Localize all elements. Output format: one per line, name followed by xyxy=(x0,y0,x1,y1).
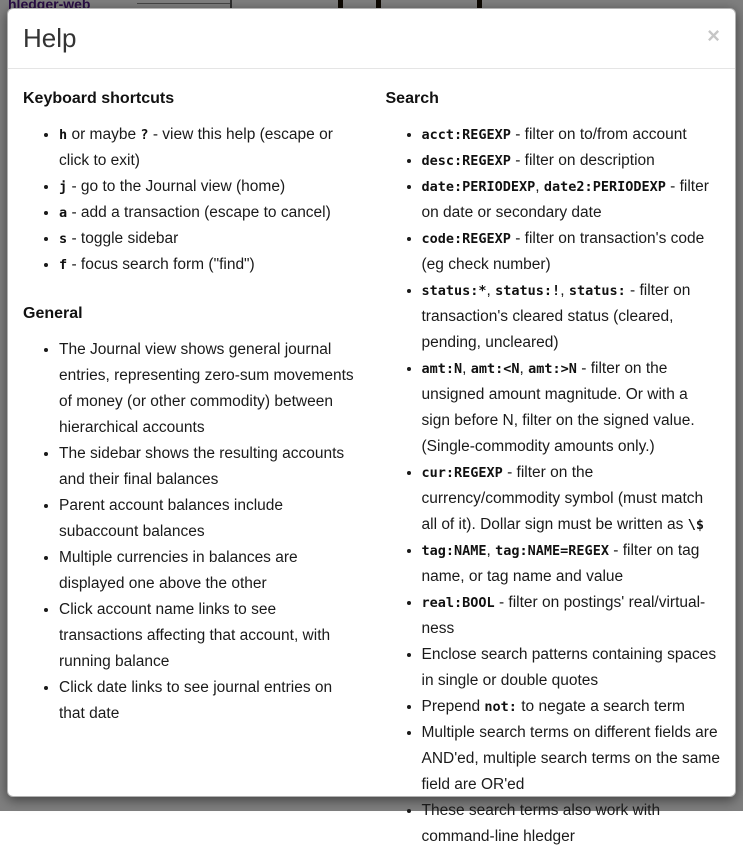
code-term: code:REGEXP xyxy=(421,231,511,247)
help-section xyxy=(23,89,360,278)
section-heading: Search xyxy=(385,90,439,107)
list-item: • j - go to the Journal view (home) xyxy=(59,174,360,200)
code-term: ? xyxy=(140,127,149,143)
code-term: f xyxy=(59,257,68,273)
code-term: tag:NAME xyxy=(421,543,487,559)
list-item: • Parent account balances include subaccount balances xyxy=(59,493,360,545)
code-term: tag:NAME=REGEX xyxy=(495,543,609,559)
help-section xyxy=(23,304,360,727)
list-item: • real:BOOL - filter on postings' real/virtual-ness xyxy=(422,590,721,642)
list-item: • Prepend not: to negate a search term xyxy=(422,694,721,720)
code-term: h xyxy=(59,127,68,143)
list-item: • Click date links to see journal entries on that date xyxy=(59,675,360,727)
list-item: • Multiple currencies in balances are displayed one above the other xyxy=(59,545,360,597)
code-term: \$ xyxy=(687,517,704,533)
modal-header xyxy=(8,9,735,69)
code-term: desc:REGEXP xyxy=(421,153,511,169)
list-item: • amt:N, amt:<N, amt:>N - filter on the unsigned amount magnitude. Or with a sign before N, filter on the signed value. (Single-commodity amounts only.) xyxy=(422,356,721,460)
code-term: not: xyxy=(484,699,517,715)
close-icon[interactable]: × xyxy=(707,23,720,48)
list-item: • These search terms also work with command-line hledger xyxy=(422,798,721,850)
modal-title: Help xyxy=(23,23,77,53)
code-term: status:! xyxy=(495,283,561,299)
code-term: s xyxy=(59,231,68,247)
code-term: j xyxy=(59,179,68,195)
list-item: • f - focus search form ("find") xyxy=(59,252,360,278)
list-item: • date:PERIODEXP, date2:PERIODEXP - filter on date or secondary date xyxy=(422,174,721,226)
list-item: • Click account name links to see transactions affecting that account, with running balance xyxy=(59,597,360,675)
column-left xyxy=(23,89,372,850)
list-item: • desc:REGEXP - filter on description xyxy=(422,148,721,174)
code-term: status: xyxy=(568,283,626,299)
code-term: acct:REGEXP xyxy=(421,127,511,143)
list-item: • tag:NAME, tag:NAME=REGEX - filter on tag name, or tag name and value xyxy=(422,538,721,590)
bullet-list xyxy=(386,122,721,850)
code-term: amt:>N xyxy=(528,361,577,377)
code-term: date:PERIODEXP xyxy=(421,179,536,195)
modal-body xyxy=(8,69,735,850)
list-item: • h or maybe ? - view this help (escape or click to exit) xyxy=(59,122,360,174)
column-right xyxy=(372,89,721,850)
section-heading: Keyboard shortcuts xyxy=(23,90,175,107)
list-item: • status:*, status:!, status: - filter on transaction's cleared status (cleared, pending, uncleared) xyxy=(422,278,721,356)
list-item: • Enclose search patterns containing spaces in single or double quotes xyxy=(422,642,721,694)
list-item: • s - toggle sidebar xyxy=(59,226,360,252)
code-term: date2:PERIODEXP xyxy=(543,179,666,195)
code-term: a xyxy=(59,205,68,221)
code-term: cur:REGEXP xyxy=(421,465,503,481)
list-item: • Multiple search terms on different fields are AND'ed, multiple search terms on the same field are OR'ed xyxy=(422,720,721,798)
list-item: • code:REGEXP - filter on transaction's code (eg check number) xyxy=(422,226,721,278)
help-modal xyxy=(7,8,736,845)
code-term: amt:<N xyxy=(470,361,520,377)
list-item: • The sidebar shows the resulting accounts and their final balances xyxy=(59,441,360,493)
list-item: • cur:REGEXP - filter on the currency/commodity symbol (must match all of it). Dollar sign must be written as \$ xyxy=(422,460,721,538)
help-section xyxy=(386,89,721,850)
code-term: real:BOOL xyxy=(421,595,495,611)
code-term: status:* xyxy=(421,283,487,299)
list-item: • The Journal view shows general journal entries, representing zero-sum movements of money (or other commodity) between hierarchical accounts xyxy=(59,337,360,441)
list-item: • a - add a transaction (escape to cancel) xyxy=(59,200,360,226)
code-term: amt:N xyxy=(421,361,463,377)
bullet-list xyxy=(23,122,360,278)
bullet-list xyxy=(23,337,360,727)
section-heading: General xyxy=(23,305,83,322)
list-item: • acct:REGEXP - filter on to/from account xyxy=(422,122,721,148)
